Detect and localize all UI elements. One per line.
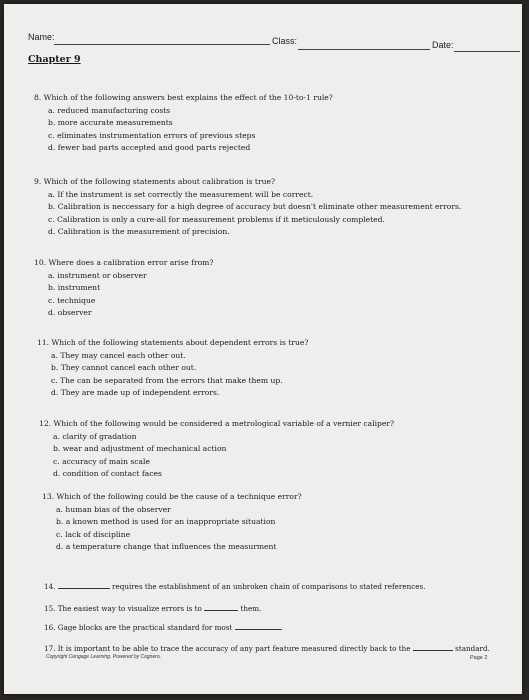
option: d. a temperature change that influences the measurment [56,542,277,552]
question-13 [42,493,302,551]
question-stem: 10. Where does a calibration error arise from? [34,258,214,267]
answer-blank [413,642,453,651]
class-label: Class: [272,36,298,46]
option: d. observer [48,308,92,318]
question-text-end: them. [240,604,262,613]
option: a. reduced manufacturing costs [48,105,171,115]
name-line [54,44,270,45]
option: d. condition of contact faces [53,469,162,479]
question-12 [39,420,394,478]
question-10 [34,259,213,317]
option: a. human bias of the observer [56,504,171,514]
option: b. a known method is used for an inappropriate situation [56,517,276,527]
worksheet-page [4,4,522,694]
option: d. They are made up of independent errors. [51,388,220,398]
date-label: Date: [432,40,454,50]
option: a. If the instrument is set correctly the measurement will be correct. [48,189,314,199]
answer-blank [204,602,238,611]
option: a. clarity of gradation [53,431,137,441]
option: c. The can be separated from the errors that make them up. [51,375,283,385]
option: c. lack of discipline [56,529,131,539]
option: c. technique [48,295,96,305]
option: d. fewer bad parts accepted and good parts rejected [48,143,251,153]
question-number: 14. [44,582,56,591]
question-stem: 9. Which of the following statements about calibration is true? [34,177,276,186]
answer-blank [235,621,281,630]
option: a. They may cancel each other out. [51,350,186,360]
chapter-heading: Chapter 9 [28,54,81,65]
question-text: 15. The easiest way to visualize errors is to [44,604,202,613]
question-text: requires the establishment of an unbroken chain of comparisons to stated references. [112,582,426,591]
question-17 [44,642,490,653]
option: b. more accurate measurements [48,118,173,128]
question-stem: 13. Which of the following could be the cause of a technique error? [42,492,302,501]
question-text: 17. It is important to be able to trace the accuracy of any part feature measured directly back to the [44,644,411,653]
option: c. eliminates instrumentation errors of previous steps [48,130,256,140]
question-16 [44,621,283,632]
option: c. accuracy of main scale [53,456,150,466]
question-15 [44,602,261,613]
option: b. They cannot cancel each other out. [51,363,197,373]
question-stem: 8. Which of the following answers best explains the effect of the 10-to-1 rule? [34,93,333,102]
question-stem: 12. Which of the following would be considered a metrological variable of a vernier caliper? [39,419,395,428]
option: b. wear and adjustment of mechanical action [53,444,227,454]
question-text: 16. Gage blocks are the practical standard for most [44,623,233,632]
option: b. instrument [48,283,101,293]
question-14 [44,580,425,591]
question-text-end: . [280,623,283,632]
question-text-end: standard. [455,644,490,653]
page-number: Page 2 [470,655,488,661]
option: a. instrument or observer [48,270,147,280]
copyright-notice: Copyright Cengage Learning. Powered by Cognero. [46,654,162,660]
question-11 [37,339,308,397]
name-label: Name: [28,32,55,42]
option: b. Calibration is neccessary for a high degree of accuracy but doesn't eliminate other measurement errors. [48,202,462,212]
option: c. Calibration is only a cure-all for measurement problems if it meticulously completed. [48,214,385,224]
question-9 [34,178,461,236]
class-line [298,49,430,50]
answer-blank [58,580,110,589]
date-line [454,51,520,52]
question-stem: 11. Which of the following statements about dependent errors is true? [37,338,309,347]
option: d. Calibration is the measurement of precision. [48,227,230,237]
question-8 [34,94,333,152]
